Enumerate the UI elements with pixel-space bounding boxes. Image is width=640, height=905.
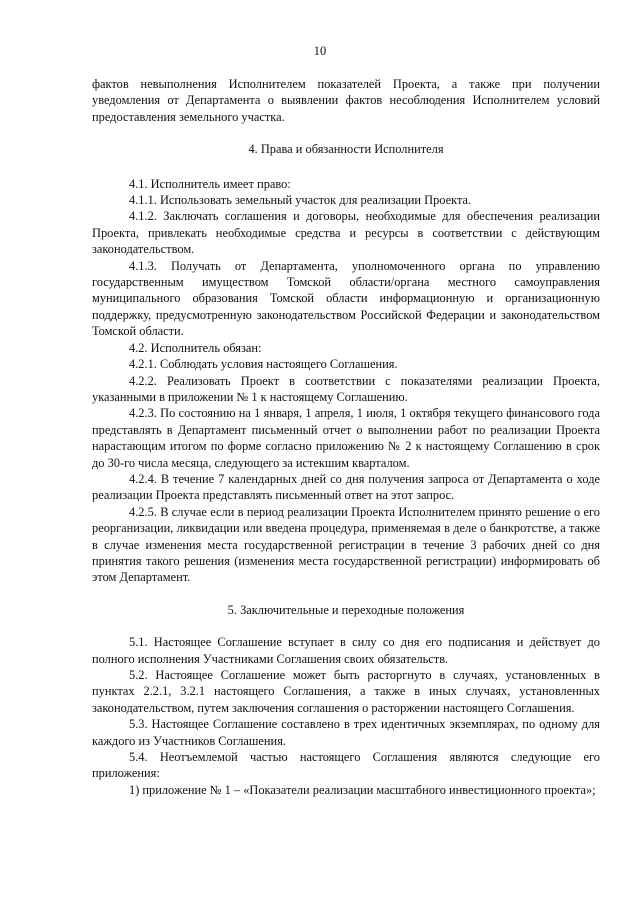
section-heading-4: 4. Права и обязанности Исполнителя xyxy=(248,142,444,157)
clause-4-1: 4.1. Исполнитель имеет право: xyxy=(129,176,291,191)
clause-5-4-1: 1) приложение № 1 – «Показатели реализации масштабного инвестиционного проекта»; xyxy=(129,782,596,797)
clause-4-2-4: 4.2.4. В течение 7 календарных дней со дня получения запроса от Департамента о ходе реализации Проекта представлять письменный ответ на этот запрос. xyxy=(92,471,600,503)
clause-5-2: 5.2. Настоящее Соглашение может быть расторгнуто в случаях, установленных в пунктах 2.2.1, 3.2.1 настоящего Соглашения, а также в иных случаях, установленных законодательством, путем заключения соглашения о расторжении настоящего Соглашения. xyxy=(92,668,600,715)
clause-4-1-1: 4.1.1. Использовать земельный участок для реализации Проекта. xyxy=(129,193,472,208)
clause-4-2-5: 4.2.5. В случае если в период реализации Проекта Исполнителем принято решение о его реорганизации, ликвидации или введена процедура, применяемая в деле о банкротстве, а также в случае изменения места государственной регистрации в течение 3 рабочих дней со дня принятия такого решения (изменения места государственной регистрации) информировать об этом Департамент. xyxy=(92,504,600,585)
page-number: 10 xyxy=(313,44,327,58)
clause-4-1-3: 4.1.3. Получать от Департамента, уполномоченного органа по управлению государственным имуществом Томской области/органа местного самоуправления муниципального образования Томской области информационную и организационную поддержку, предусмотренную законодательством Российской Федерации и законодательством Томской области. xyxy=(92,258,600,339)
clause-4-2-2: 4.2.2. Реализовать Проект в соответствии с показателями реализации Проекта, указанными в приложении № 1 к настоящему Соглашению. xyxy=(92,373,600,404)
clause-5-3: 5.3. Настоящее Соглашение составлено в трех идентичных экземплярах, по одному для каждого из Участников Соглашения. xyxy=(92,717,600,748)
clause-4-2: 4.2. Исполнитель обязан: xyxy=(129,340,262,355)
clause-5-1: 5.1. Настоящее Соглашение вступает в силу со дня его подписания и действует до полного исполнения Участниками Соглашения своих обязательств. xyxy=(92,635,600,666)
clause-5-4: 5.4. Неотъемлемой частью настоящего Соглашения являются следующие его приложения: xyxy=(92,750,600,781)
clause-4-2-3: 4.2.3. По состоянию на 1 января, 1 апреля, 1 июля, 1 октября текущего финансового года представлять в Департамент письменный отчет о выполнении работ по реализации Проекта нарастающим итогом по форме согласно приложению № 2 к настоящему Соглашению в срок до 30-го числа месяца, следующего за истекшим кварталом. xyxy=(92,406,600,470)
paragraph-continued: фактов невыполнения Исполнителем показателей Проекта, а также при получении уведомления от Департамента о выявлении фактов несоблюдения Исполнителем условий предоставления земельного участка. xyxy=(92,77,600,124)
section-heading-5: 5. Заключительные и переходные положения xyxy=(227,602,465,617)
document-body xyxy=(92,76,600,798)
clause-4-1-2: 4.1.2. Заключать соглашения и договоры, необходимые для обеспечения реализации Проекта, привлекать необходимые средства и ресурсы в соответствии с действующим законодательством. xyxy=(92,209,600,257)
clause-4-2-1: 4.2.1. Соблюдать условия настоящего Соглашения. xyxy=(129,357,398,372)
